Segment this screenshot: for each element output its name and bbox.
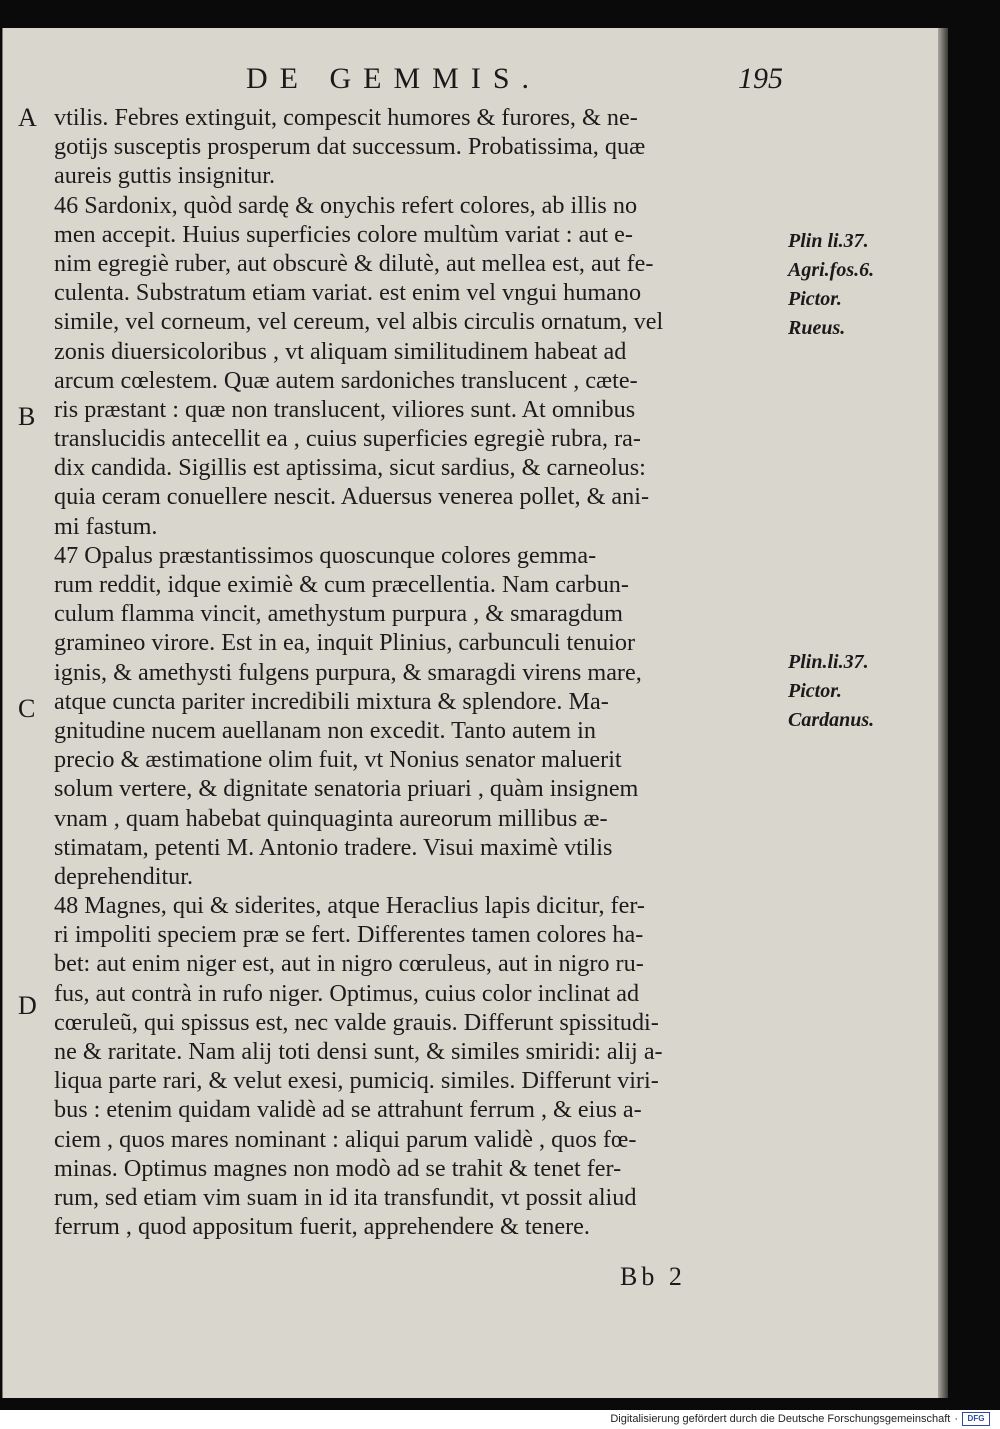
text-line: dix candida. Sigillis est aptissima, sicut sardius, & carneolus: — [54, 454, 646, 482]
text-line: cœruleũ, qui spissus est, nec valde grauis. Differunt spissitudi- — [54, 1008, 659, 1036]
text-line: solum vertere, & dignitate senatoria priuari , quàm insignem — [54, 775, 639, 803]
text-line: bus : etenim quidam validè ad se attrahunt ferrum , & eius a- — [54, 1096, 642, 1124]
marginal-note: Plin.li.37. — [788, 651, 869, 673]
text-line: 47 Opalus præstantissimos quoscunque colores gemma- — [54, 541, 597, 569]
text-line: gramineo virore. Est in ea, inquit Plinius, carbunculi tenuior — [54, 629, 636, 657]
digitization-footer — [610, 1412, 990, 1426]
text-line: ri impoliti speciem præ se fert. Differentes tamen colores ha- — [54, 921, 644, 949]
text-line: gotijs susceptis prosperum dat successum. Probatissima, quæ — [54, 133, 646, 161]
signature-mark: Bb 2 — [620, 1262, 686, 1291]
text-line: arcum cœlestem. Quæ autem sardoniches translucent , cæte- — [54, 366, 638, 394]
text-line: vnam , quam habebat quinquaginta aureorum millibus æ- — [54, 804, 608, 832]
text-line: gnitudine nucem auellanam non excedit. Tanto autem in — [54, 716, 596, 744]
text-line: nim egregiè ruber, aut obscurè & dilutè, aut mellea est, aut fe- — [54, 249, 654, 277]
text-line: simile, vel corneum, vel cereum, vel albis circulis ornatum, vel — [54, 308, 664, 336]
marginal-note: Pictor. — [788, 680, 842, 702]
text-line: culum flamma vincit, amethystum purpura , & smaragdum — [54, 600, 623, 628]
text-line: vtilis. Febres extinguit, compescit humores & furores, & ne- — [54, 104, 638, 131]
section-letter-a: A — [18, 103, 37, 132]
running-head: DE GEMMIS. — [246, 62, 542, 95]
page-edge-shadow — [938, 28, 948, 1398]
text-line: 46 Sardonix, quòd sardę & onychis refert colores, ab illis no — [54, 191, 638, 219]
body-text — [54, 103, 789, 1241]
marginal-note: Plin li.37. — [788, 230, 869, 252]
text-line: bet: aut enim niger est, aut in nigro cœruleus, aut in nigro ru- — [54, 950, 644, 978]
section-letter-b: B — [18, 402, 36, 431]
marginal-note: Pictor. — [788, 288, 842, 310]
text-line: rum, sed etiam vim suam in id ita transfundit, vt possit aliud — [54, 1183, 637, 1211]
text-line: mi fastum. — [54, 512, 158, 540]
marginal-note: Rueus. — [788, 317, 846, 339]
section-letter-d: D — [18, 991, 37, 1020]
text-line: ris præstant : quæ non translucent, viliores sunt. At omnibus — [54, 395, 636, 423]
text-line: men accepit. Huius superficies colore multùm variat : aut e- — [54, 220, 633, 248]
text-line: 48 Magnes, qui & siderites, atque Heraclius lapis dicitur, fer- — [54, 892, 645, 920]
page-number: 195 — [738, 62, 783, 95]
text-line: stimatam, petenti M. Antonio tradere. Visui maximè vtilis — [54, 833, 613, 861]
text-line: precio & æstimatione olim fuit, vt Nonius senator maluerit — [54, 746, 622, 774]
text-line: zonis diuersicoloribus , vt aliquam similitudinem habeat ad — [54, 337, 627, 365]
marginal-note: Agri.fos.6. — [788, 259, 875, 281]
text-line: aureis guttis insignitur. — [54, 162, 276, 190]
text-line: deprehenditur. — [54, 862, 194, 890]
dfg-logo-icon[interactable]: DFG — [962, 1412, 990, 1426]
footer-separator-dot: · — [954, 1413, 958, 1425]
text-line: minas. Optimus magnes non modò ad se trahit & tenet fer- — [54, 1154, 622, 1182]
text-line: quia ceram conuellere nescit. Aduersus venerea pollet, & ani- — [54, 483, 650, 511]
text-line: ignis, & amethysti fulgens purpura, & smaragdi virens mare, — [54, 658, 642, 686]
text-line: ne & raritate. Nam alij toti densi sunt, & similes smiridi: alij a- — [54, 1038, 663, 1065]
text-line: ciem , quos mares nominant : aliqui parum validè , quos fœ- — [54, 1125, 637, 1153]
footer-text: Digitalisierung gefördert durch die Deutsche Forschungsgemeinschaft — [610, 1413, 951, 1425]
marginal-note: Cardanus. — [788, 709, 875, 731]
text-line: rum reddit, idque eximiè & cum præcellentia. Nam carbun- — [54, 571, 629, 598]
text-line: culenta. Substratum etiam variat. est enim vel vngui humano — [54, 279, 642, 307]
text-line: fus, aut contrà in rufo niger. Optimus, cuius color inclinat ad — [54, 979, 640, 1007]
text-line: liqua parte rari, & velut exesi, pumiciq. similes. Differunt viri- — [54, 1067, 659, 1095]
text-line: atque cuncta pariter incredibili mixtura & splendore. Ma- — [54, 687, 609, 715]
text-line: ferrum , quod appositum fuerit, apprehendere & tenere. — [54, 1213, 590, 1241]
text-line: translucidis antecellit ea , cuius superficies egregiè rubra, ra- — [54, 425, 641, 453]
section-letter-c: C — [18, 694, 36, 723]
